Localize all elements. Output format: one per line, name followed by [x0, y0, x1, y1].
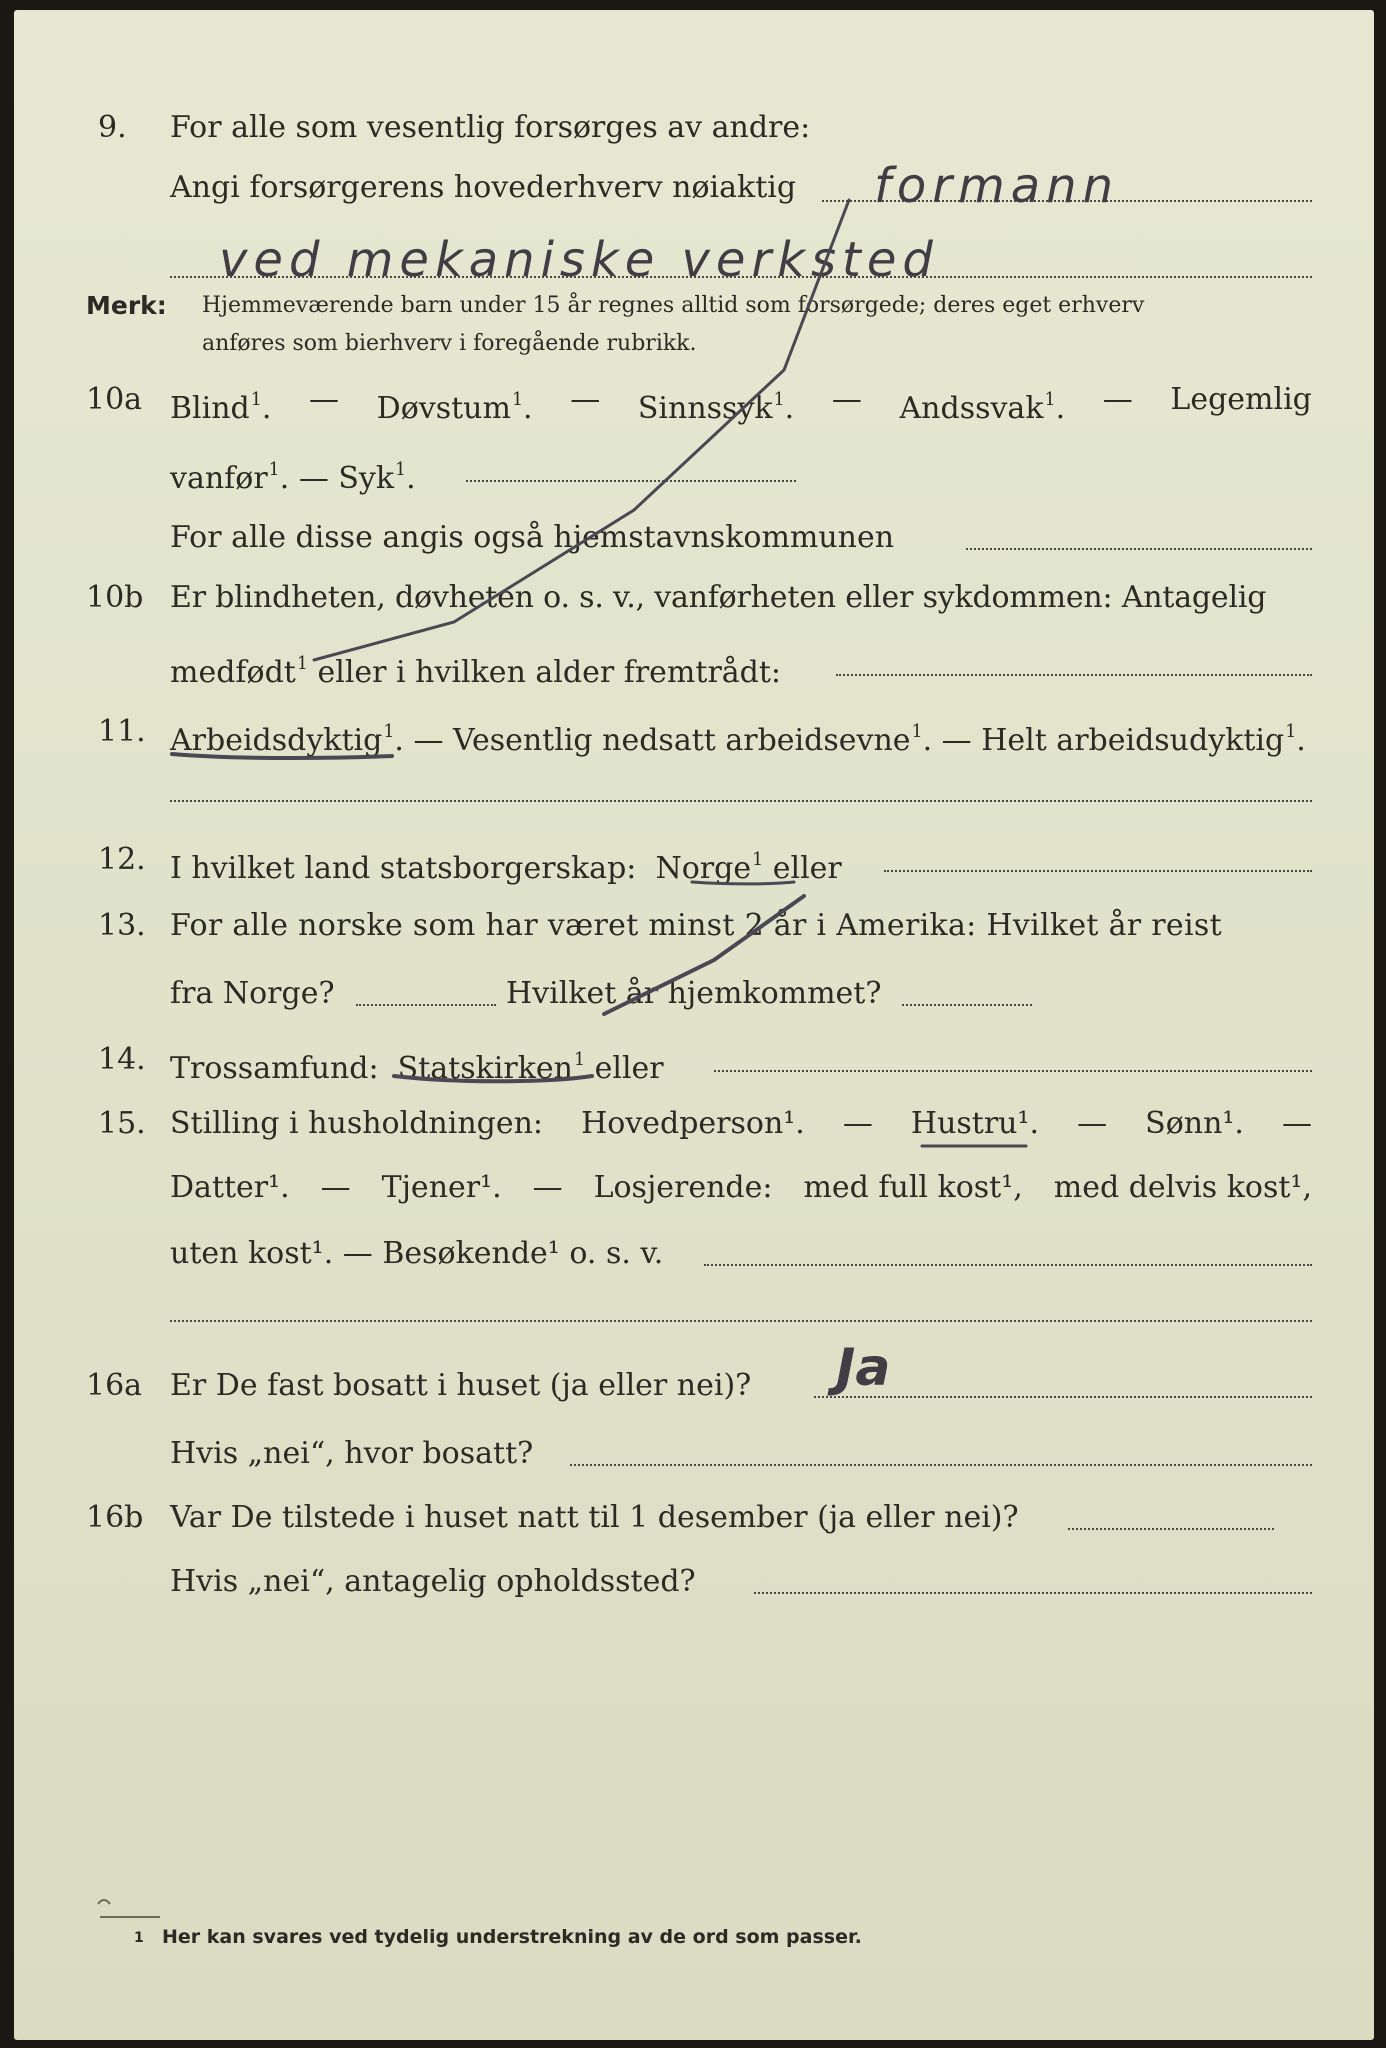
question-number: 16b	[86, 1500, 144, 1535]
question-15-line-2: Datter¹. — Tjener¹. — Losjerende: med full kost¹, med delvis kost¹,	[170, 1170, 1312, 1205]
answer-line	[704, 1264, 1312, 1266]
option-hustru: Hustru¹.	[910, 1106, 1040, 1141]
margin-pencil-mark	[98, 1900, 110, 1904]
question-9-line-1: For alle som vesentlig forsørges av andre:	[170, 110, 811, 145]
option-sonn: Sønn¹.	[1145, 1106, 1244, 1141]
option-tjener: Tjener¹.	[381, 1170, 502, 1205]
option-statskirken: Statskirken	[397, 1051, 573, 1087]
question-number: 12.	[98, 842, 146, 877]
question-number: 9.	[98, 110, 127, 145]
answer-line	[836, 674, 1312, 676]
answer-line	[714, 1070, 1312, 1072]
option-andssvak: Andssvak$^1$.	[899, 390, 1066, 427]
question-16b-line-2: Hvis „nei“, antagelig opholdssted?	[170, 1564, 696, 1599]
answer-line	[466, 480, 796, 482]
footnote-text: Her kan svares ved tydelig understrekning av de ord som passer.	[162, 1926, 862, 1948]
note-line-1: Hjemmeværende barn under 15 år regnes alltid som forsørgede; deres eget erhverv	[202, 293, 1145, 318]
question-number: 15.	[98, 1106, 146, 1141]
question-number: 14.	[98, 1042, 146, 1077]
note-label: Merk:	[86, 291, 167, 320]
question-number: 10b	[86, 580, 144, 615]
option-blind: Blind$^1$.	[170, 390, 272, 427]
question-13-returned: Hvilket år hjemkommet?	[506, 976, 882, 1011]
answer-line	[754, 1592, 1312, 1594]
dash: —	[1102, 382, 1133, 417]
question-10b-line-1: Er blindheten, døvheten o. s. v., vanførheten eller sykdommen: Antagelig	[170, 580, 1267, 615]
question-10a-options	[170, 382, 1312, 427]
option-arbeidsdyktig: Arbeidsdyktig	[170, 723, 383, 759]
answer-line	[170, 1320, 1312, 1322]
question-11-options: Arbeidsdyktig$^1$. — Vesentlig nedsatt arbeidsevne$^1$. — Helt arbeidsudyktig$^1$.	[170, 722, 1306, 759]
answer-line	[570, 1464, 1312, 1466]
question-15-line-3: uten kost¹. — Besøkende¹ o. s. v.	[170, 1236, 664, 1271]
dash: —	[831, 382, 862, 417]
handwritten-answer-ja: Ja	[836, 1338, 891, 1398]
question-16b-line-1: Var De tilstede i huset natt til 1 desember (ja eller nei)?	[170, 1500, 1019, 1535]
option-full-kost: med full kost¹,	[803, 1170, 1023, 1205]
option-delvis-kost: med delvis kost¹,	[1053, 1170, 1312, 1205]
answer-line	[966, 548, 1312, 550]
answer-line	[884, 870, 1312, 872]
option-sinnssyk: Sinnssyk$^1$.	[637, 390, 795, 427]
dash: —	[570, 382, 601, 417]
note-line-2: anføres som bierhverv i foregående rubrikk.	[202, 331, 697, 356]
answer-line	[902, 1004, 1032, 1006]
dash: —	[309, 382, 340, 417]
answer-line	[170, 800, 1312, 802]
question-12-text: I hvilket land statsborgerskap: Norge$^1$ eller	[170, 850, 842, 887]
question-13-line-1: For alle norske som har været minst 2 år i Amerika: Hvilket år reist	[170, 908, 1222, 943]
question-10a-line-3: For alle disse angis også hjemstavnskommunen	[170, 520, 895, 555]
handwritten-answer-line-2: ved mekaniske verksted	[219, 232, 939, 288]
question-10b-line-2: medfødt$^1$ eller i hvilken alder fremtrådt:	[170, 654, 782, 691]
handwritten-answer-line-1: formann	[874, 158, 1120, 214]
question-number: 13.	[98, 908, 146, 943]
option-dovstum: Døvstum$^1$.	[376, 390, 533, 427]
answer-line	[1068, 1528, 1274, 1530]
question-number: 16a	[86, 1368, 143, 1403]
option-hovedperson: Hovedperson¹.	[581, 1106, 805, 1141]
footnote-rule	[100, 1916, 160, 1918]
question-number: 11.	[98, 714, 146, 749]
question-14-text: Trossamfund: Statskirken$^1$ eller	[170, 1050, 664, 1087]
question-16a-line-1: Er De fast bosatt i huset (ja eller nei)?	[170, 1368, 752, 1403]
census-form-page	[14, 10, 1374, 2040]
question-10a-line-2: vanfør$^1$. — Syk$^1$.	[170, 460, 416, 497]
answer-line	[356, 1004, 496, 1006]
footnote-mark: 1	[134, 1930, 144, 1946]
option-legemlig: Legemlig	[1170, 382, 1312, 417]
question-15-line-1: Stilling i husholdningen: Hovedperson¹. — Hustru¹. — Sønn¹. —	[170, 1106, 1312, 1141]
question-16a-line-2: Hvis „nei“, hvor bosatt?	[170, 1436, 534, 1471]
question-9-line-2: Angi forsørgerens hovederhverv nøiaktig	[170, 170, 797, 205]
option-norge: Norge	[655, 851, 752, 887]
question-13-from-norway: fra Norge?	[170, 976, 335, 1011]
option-datter: Datter¹.	[170, 1170, 290, 1205]
question-number: 10a	[86, 382, 143, 417]
